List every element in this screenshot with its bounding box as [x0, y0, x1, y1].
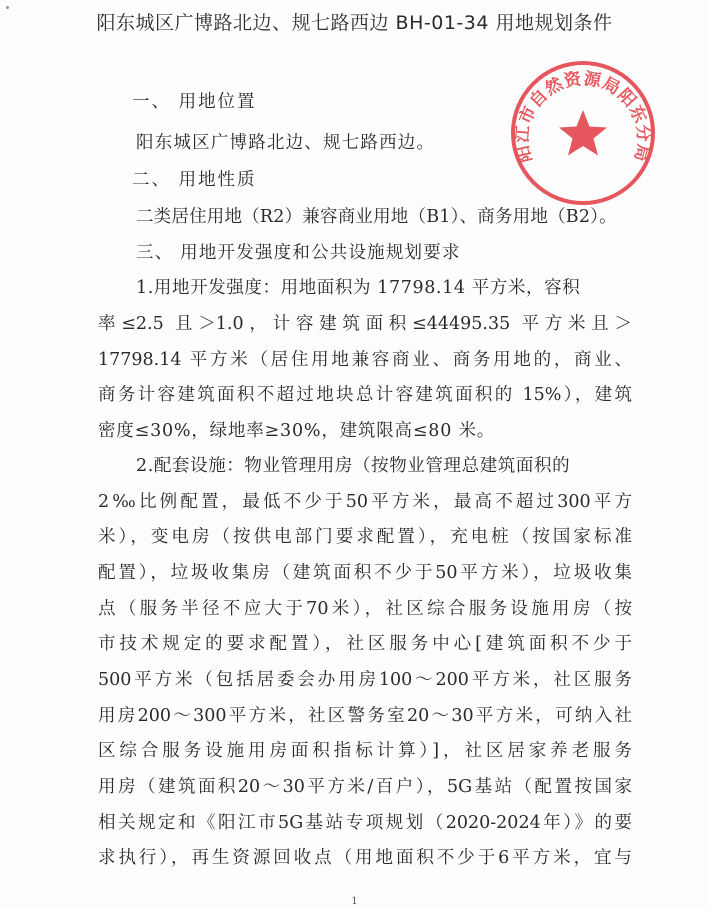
section-heading-intensity: 三、 用地开发强度和公共设施规划要求: [136, 243, 461, 263]
document-title: 阳东城区广博路北边、规七路西边 BH-01-34 用地规划条件: [96, 12, 613, 34]
paragraph-line: 相关规定和《阳江市5G基站专项规划（2020-2024年）》的要: [98, 813, 632, 833]
paragraph-line: 率≤2.5 且＞1.0，计容建筑面积≤44495.35 平方米且＞: [98, 314, 632, 334]
paragraph-line: 米），变电房（按供电部门要求配置），充电桩（按国家标准: [98, 527, 632, 547]
paragraph-line: 求执行），再生资源回收点（用地面积不少于6平方米，宜与: [98, 848, 632, 868]
official-seal-stamp: [508, 58, 658, 208]
paragraph-line: 1.用地开发强度：用地面积为 17798.14 平方米，容积: [136, 278, 581, 298]
paragraph-line: 密度≤30%，绿地率≥30%，建筑限高≤80 米。: [98, 421, 496, 441]
page-number: 1: [351, 896, 358, 907]
section-heading-location: 一、 用地位置: [132, 92, 257, 112]
paragraph-line: 500平方米（包括居委会办用房100～200平方米，社区服务: [98, 670, 632, 690]
paragraph-nature: 二类居住用地（R2）兼容商业用地（B1）、商务用地（B2）。: [136, 207, 617, 227]
paragraph-line: 区综合服务设施用房面积指标计算）]，社区居家养老服务: [98, 741, 632, 761]
paragraph-line: 市技术规定的要求配置），社区服务中心[建筑面积不少于: [98, 634, 632, 654]
svg-text:阳江市自然资源局阳东分局: 阳江市自然资源局阳东分局: [512, 68, 654, 165]
paragraph-location: 阳东城区广博路北边、规七路西边。: [136, 133, 436, 153]
paragraph-line: 2‰比例配置，最低不少于50平方米，最高不超过300平方: [98, 492, 632, 512]
paragraph-line: 点（服务半径不应大于70米），社区综合服务设施用房（按: [98, 599, 632, 619]
paragraph-line: 用房200～300平方米，社区警务室20～30平方米，可纳入社: [98, 706, 632, 726]
section-heading-nature: 二、 用地性质: [132, 170, 257, 190]
paragraph-line: 2.配套设施：物业管理用房（按物业管理总建筑面积的: [136, 456, 571, 476]
paragraph-line: 17798.14 平方米（居住用地兼容商业、商务用地的，商业、: [98, 350, 632, 370]
paragraph-line: 用房（建筑面积20～30平方米/百户），5G基站（配置按国家: [98, 777, 632, 797]
seal-star-icon: [559, 110, 607, 156]
paragraph-line: 商务计容建筑面积不超过地块总计容建筑面积的 15%），建筑: [98, 385, 632, 405]
paragraph-line: 配置），垃圾收集房（建筑面积不少于50平方米），垃圾收集: [98, 563, 632, 583]
